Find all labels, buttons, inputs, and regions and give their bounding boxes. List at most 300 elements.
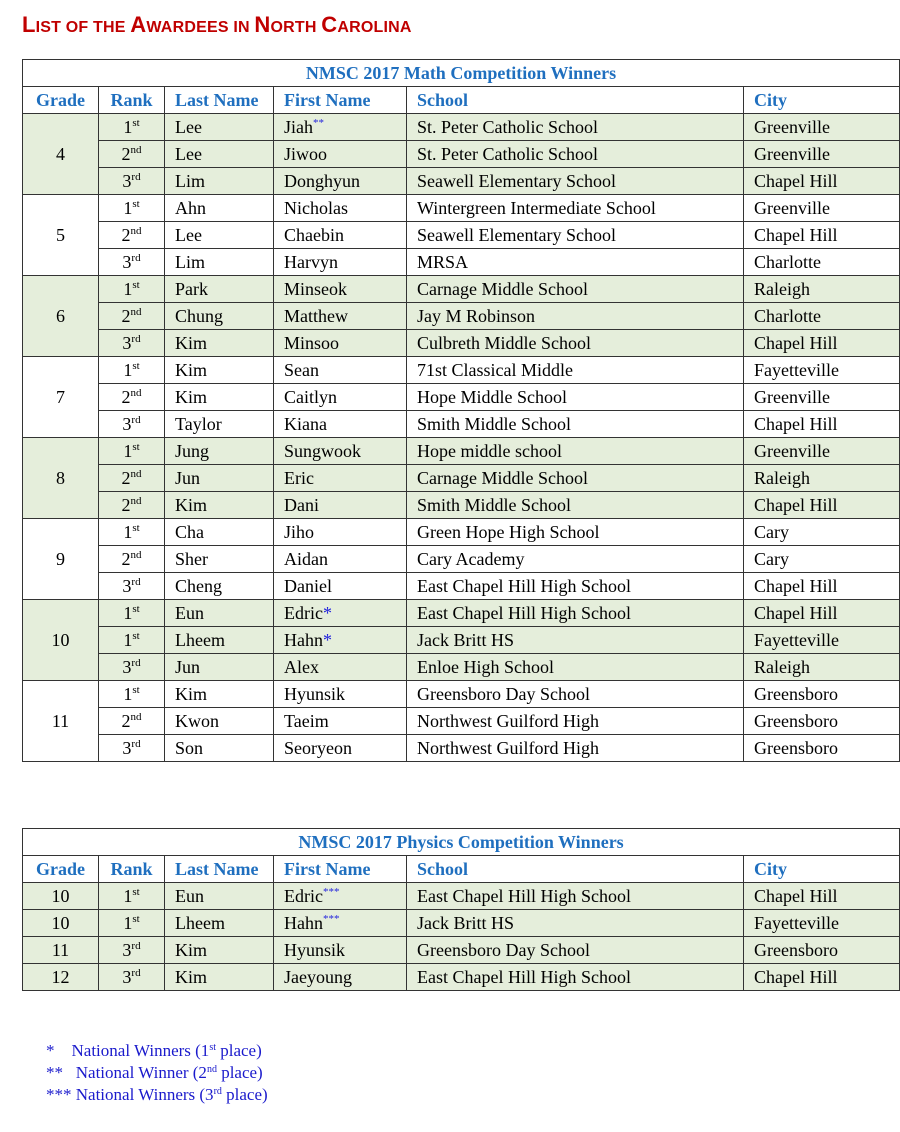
column-header: City bbox=[744, 87, 900, 114]
rank-number: 3 bbox=[122, 576, 132, 596]
column-header: City bbox=[744, 856, 900, 883]
rank-number: 3 bbox=[122, 657, 132, 677]
last-name-cell: Sher bbox=[165, 546, 274, 573]
first-name: Seoryeon bbox=[284, 738, 352, 758]
grade-cell: 10 bbox=[23, 600, 99, 681]
rank-suffix: nd bbox=[130, 306, 142, 318]
table-row bbox=[23, 964, 900, 991]
table-row bbox=[23, 708, 900, 735]
city-cell: Cary bbox=[744, 519, 900, 546]
rank-cell bbox=[99, 883, 165, 910]
school-cell: Seawell Elementary School bbox=[407, 168, 744, 195]
table-row bbox=[23, 357, 900, 384]
rank-number: 1 bbox=[123, 886, 133, 906]
first-name: Hyunsik bbox=[284, 684, 346, 704]
legend-text: * National Winners (1 bbox=[46, 1041, 210, 1060]
rank-suffix: nd bbox=[130, 495, 142, 507]
award-marker: *** bbox=[322, 886, 340, 898]
school-cell: Wintergreen Intermediate School bbox=[407, 195, 744, 222]
city-cell: Raleigh bbox=[744, 276, 900, 303]
city-cell: Charlotte bbox=[744, 303, 900, 330]
school-cell: Seawell Elementary School bbox=[407, 222, 744, 249]
first-name: Jiwoo bbox=[284, 144, 328, 164]
grade-cell: 12 bbox=[23, 964, 99, 991]
rank-cell bbox=[99, 195, 165, 222]
last-name-cell: Jun bbox=[165, 465, 274, 492]
city-cell: Cary bbox=[744, 546, 900, 573]
first-name-cell bbox=[274, 438, 407, 465]
last-name-cell: Park bbox=[165, 276, 274, 303]
first-name-cell bbox=[274, 964, 407, 991]
rank-cell bbox=[99, 708, 165, 735]
rank-number: 1 bbox=[123, 441, 133, 461]
column-header: Rank bbox=[99, 87, 165, 114]
rank-number: 1 bbox=[123, 913, 133, 933]
rank-cell bbox=[99, 964, 165, 991]
legend-text-end: place) bbox=[221, 1085, 268, 1104]
first-name-cell bbox=[274, 222, 407, 249]
rank-cell bbox=[99, 654, 165, 681]
table-row bbox=[23, 937, 900, 964]
first-name-cell bbox=[274, 937, 407, 964]
last-name-cell: Lheem bbox=[165, 627, 274, 654]
table-row bbox=[23, 195, 900, 222]
city-cell: Fayetteville bbox=[744, 627, 900, 654]
grade-cell: 4 bbox=[23, 114, 99, 195]
rank-number: 3 bbox=[122, 414, 132, 434]
rank-suffix: st bbox=[132, 886, 140, 898]
last-name-cell: Kim bbox=[165, 964, 274, 991]
rank-suffix: nd bbox=[130, 468, 142, 480]
rank-cell bbox=[99, 438, 165, 465]
legend-text: ** National Winner (2 bbox=[46, 1063, 207, 1082]
school-cell: East Chapel Hill High School bbox=[407, 883, 744, 910]
physics-winners-table bbox=[22, 828, 900, 991]
school-cell: 71st Classical Middle bbox=[407, 357, 744, 384]
first-name-cell bbox=[274, 573, 407, 600]
last-name-cell: Kim bbox=[165, 492, 274, 519]
first-name: Sean bbox=[284, 360, 319, 380]
rank-cell bbox=[99, 168, 165, 195]
city-cell: Greenville bbox=[744, 438, 900, 465]
rank-cell bbox=[99, 249, 165, 276]
city-cell: Chapel Hill bbox=[744, 222, 900, 249]
first-name-cell bbox=[274, 519, 407, 546]
first-name-cell bbox=[274, 114, 407, 141]
first-name: Sungwook bbox=[284, 441, 362, 461]
first-name: Jiah bbox=[284, 117, 313, 137]
grade-cell: 9 bbox=[23, 519, 99, 600]
table-row bbox=[23, 465, 900, 492]
award-marker: ** bbox=[313, 117, 324, 129]
table-row bbox=[23, 330, 900, 357]
table-row bbox=[23, 249, 900, 276]
first-name: Eric bbox=[284, 468, 314, 488]
first-name-cell bbox=[274, 627, 407, 654]
school-cell: Northwest Guilford High bbox=[407, 735, 744, 762]
last-name-cell: Son bbox=[165, 735, 274, 762]
first-name-cell bbox=[274, 735, 407, 762]
rank-suffix: nd bbox=[130, 225, 142, 237]
rank-suffix: rd bbox=[131, 252, 141, 264]
rank-number: 2 bbox=[121, 468, 131, 488]
first-name: Taeim bbox=[284, 711, 329, 731]
rank-suffix: nd bbox=[130, 549, 142, 561]
last-name-cell: Kim bbox=[165, 937, 274, 964]
rank-number: 1 bbox=[123, 522, 133, 542]
table-row bbox=[23, 910, 900, 937]
rank-suffix: st bbox=[132, 279, 140, 291]
school-cell: Greensboro Day School bbox=[407, 681, 744, 708]
rank-number: 1 bbox=[123, 360, 133, 380]
rank-cell bbox=[99, 573, 165, 600]
last-name-cell: Eun bbox=[165, 883, 274, 910]
rank-cell bbox=[99, 303, 165, 330]
first-name-cell bbox=[274, 357, 407, 384]
school-cell: St. Peter Catholic School bbox=[407, 114, 744, 141]
first-name: Chaebin bbox=[284, 225, 344, 245]
last-name-cell: Taylor bbox=[165, 411, 274, 438]
first-name-cell bbox=[274, 168, 407, 195]
legend bbox=[46, 1040, 268, 1106]
table-header-row bbox=[23, 87, 900, 114]
table-row bbox=[23, 168, 900, 195]
legend-item bbox=[46, 1040, 268, 1062]
city-cell: Fayetteville bbox=[744, 357, 900, 384]
school-cell: Northwest Guilford High bbox=[407, 708, 744, 735]
table-row bbox=[23, 735, 900, 762]
rank-number: 2 bbox=[121, 387, 131, 407]
first-name-cell bbox=[274, 141, 407, 168]
table-row bbox=[23, 438, 900, 465]
first-name-cell bbox=[274, 276, 407, 303]
last-name-cell: Cheng bbox=[165, 573, 274, 600]
last-name-cell: Jun bbox=[165, 654, 274, 681]
legend-item bbox=[46, 1084, 268, 1106]
first-name: Edric bbox=[284, 603, 323, 623]
rank-cell bbox=[99, 465, 165, 492]
grade-cell: 10 bbox=[23, 910, 99, 937]
table-row bbox=[23, 600, 900, 627]
legend-suffix: rd bbox=[213, 1086, 222, 1097]
rank-number: 3 bbox=[122, 940, 132, 960]
last-name-cell: Cha bbox=[165, 519, 274, 546]
last-name-cell: Ahn bbox=[165, 195, 274, 222]
first-name-cell bbox=[274, 654, 407, 681]
math-winners-table bbox=[22, 59, 900, 762]
last-name-cell: Lee bbox=[165, 222, 274, 249]
rank-number: 2 bbox=[121, 495, 131, 515]
table-row bbox=[23, 276, 900, 303]
first-name-cell bbox=[274, 384, 407, 411]
first-name: Aidan bbox=[284, 549, 328, 569]
city-cell: Chapel Hill bbox=[744, 411, 900, 438]
last-name-cell: Kim bbox=[165, 357, 274, 384]
school-cell: Carnage Middle School bbox=[407, 276, 744, 303]
school-cell: Jack Britt HS bbox=[407, 627, 744, 654]
city-cell: Greensboro bbox=[744, 735, 900, 762]
first-name: Matthew bbox=[284, 306, 348, 326]
rank-cell bbox=[99, 627, 165, 654]
rank-suffix: st bbox=[132, 117, 140, 129]
table-row bbox=[23, 627, 900, 654]
first-name: Minseok bbox=[284, 279, 347, 299]
rank-cell bbox=[99, 492, 165, 519]
award-marker: *** bbox=[323, 913, 340, 925]
school-cell: St. Peter Catholic School bbox=[407, 141, 744, 168]
first-name: Hahn bbox=[284, 630, 323, 650]
rank-cell bbox=[99, 546, 165, 573]
grade-cell: 11 bbox=[23, 681, 99, 762]
first-name-cell bbox=[274, 330, 407, 357]
first-name: Minsoo bbox=[284, 333, 340, 353]
rank-cell bbox=[99, 600, 165, 627]
grade-cell: 6 bbox=[23, 276, 99, 357]
city-cell: Greensboro bbox=[744, 937, 900, 964]
school-cell: Enloe High School bbox=[407, 654, 744, 681]
city-cell: Chapel Hill bbox=[744, 573, 900, 600]
rank-suffix: st bbox=[132, 603, 140, 615]
rank-suffix: st bbox=[132, 630, 140, 642]
legend-text: *** National Winners (3 bbox=[46, 1085, 214, 1104]
first-name-cell bbox=[274, 681, 407, 708]
last-name-cell: Kim bbox=[165, 330, 274, 357]
rank-number: 2 bbox=[121, 711, 131, 731]
city-cell: Charlotte bbox=[744, 249, 900, 276]
city-cell: Greenville bbox=[744, 384, 900, 411]
first-name: Hyunsik bbox=[284, 940, 346, 960]
page-title: LIST OF THE AWARDEES IN NORTH CAROLINA bbox=[22, 12, 412, 37]
rank-suffix: st bbox=[132, 441, 140, 453]
city-cell: Chapel Hill bbox=[744, 964, 900, 991]
rank-number: 2 bbox=[121, 225, 131, 245]
table-row bbox=[23, 411, 900, 438]
column-header: Last Name bbox=[165, 87, 274, 114]
table-row bbox=[23, 492, 900, 519]
school-cell: Hope Middle School bbox=[407, 384, 744, 411]
table-caption: NMSC 2017 Physics Competition Winners bbox=[23, 829, 900, 856]
legend-text-end: place) bbox=[216, 1063, 263, 1082]
first-name-cell bbox=[274, 883, 407, 910]
rank-number: 3 bbox=[122, 171, 132, 191]
grade-cell: 11 bbox=[23, 937, 99, 964]
rank-number: 2 bbox=[121, 549, 131, 569]
rank-number: 3 bbox=[122, 333, 132, 353]
last-name-cell: Kim bbox=[165, 681, 274, 708]
first-name: Hahn bbox=[284, 913, 323, 933]
table-row bbox=[23, 883, 900, 910]
rank-cell bbox=[99, 519, 165, 546]
school-cell: Smith Middle School bbox=[407, 411, 744, 438]
first-name-cell bbox=[274, 546, 407, 573]
column-header: Rank bbox=[99, 856, 165, 883]
last-name-cell: Chung bbox=[165, 303, 274, 330]
last-name-cell: Lheem bbox=[165, 910, 274, 937]
first-name: Daniel bbox=[284, 576, 332, 596]
rank-cell bbox=[99, 222, 165, 249]
table-caption-row bbox=[23, 829, 900, 856]
rank-cell bbox=[99, 735, 165, 762]
first-name: Kiana bbox=[284, 414, 327, 434]
first-name-cell bbox=[274, 465, 407, 492]
city-cell: Greensboro bbox=[744, 708, 900, 735]
first-name: Harvyn bbox=[284, 252, 338, 272]
last-name-cell: Eun bbox=[165, 600, 274, 627]
rank-cell bbox=[99, 937, 165, 964]
last-name-cell: Kwon bbox=[165, 708, 274, 735]
last-name-cell: Lee bbox=[165, 141, 274, 168]
rank-suffix: st bbox=[132, 684, 140, 696]
grade-cell: 7 bbox=[23, 357, 99, 438]
rank-cell bbox=[99, 681, 165, 708]
rank-suffix: nd bbox=[130, 387, 142, 399]
table-header-row bbox=[23, 856, 900, 883]
first-name: Jaeyoung bbox=[284, 967, 352, 987]
table-row bbox=[23, 546, 900, 573]
first-name-cell bbox=[274, 708, 407, 735]
rank-suffix: rd bbox=[131, 967, 141, 979]
first-name-cell bbox=[274, 492, 407, 519]
rank-suffix: rd bbox=[131, 738, 141, 750]
rank-cell bbox=[99, 114, 165, 141]
school-cell: Jay M Robinson bbox=[407, 303, 744, 330]
school-cell: MRSA bbox=[407, 249, 744, 276]
column-header: School bbox=[407, 87, 744, 114]
rank-number: 1 bbox=[123, 198, 133, 218]
rank-cell bbox=[99, 910, 165, 937]
grade-cell: 10 bbox=[23, 883, 99, 910]
school-cell: Jack Britt HS bbox=[407, 910, 744, 937]
rank-suffix: rd bbox=[131, 171, 141, 183]
school-cell: Green Hope High School bbox=[407, 519, 744, 546]
city-cell: Chapel Hill bbox=[744, 883, 900, 910]
first-name-cell bbox=[274, 910, 407, 937]
school-cell: Culbreth Middle School bbox=[407, 330, 744, 357]
first-name-cell bbox=[274, 249, 407, 276]
rank-number: 3 bbox=[122, 967, 132, 987]
first-name: Dani bbox=[284, 495, 319, 515]
rank-cell bbox=[99, 384, 165, 411]
last-name-cell: Jung bbox=[165, 438, 274, 465]
city-cell: Greenville bbox=[744, 114, 900, 141]
rank-number: 3 bbox=[122, 738, 132, 758]
first-name-cell bbox=[274, 303, 407, 330]
rank-cell bbox=[99, 411, 165, 438]
table-row bbox=[23, 654, 900, 681]
rank-number: 3 bbox=[122, 252, 132, 272]
rank-suffix: st bbox=[132, 360, 140, 372]
first-name: Jiho bbox=[284, 522, 315, 542]
rank-cell bbox=[99, 330, 165, 357]
table-row bbox=[23, 573, 900, 600]
city-cell: Fayetteville bbox=[744, 910, 900, 937]
city-cell: Greenville bbox=[744, 195, 900, 222]
rank-number: 1 bbox=[123, 684, 133, 704]
school-cell: Hope middle school bbox=[407, 438, 744, 465]
school-cell: East Chapel Hill High School bbox=[407, 600, 744, 627]
rank-suffix: nd bbox=[130, 711, 142, 723]
legend-item bbox=[46, 1062, 268, 1084]
school-cell: East Chapel Hill High School bbox=[407, 964, 744, 991]
rank-suffix: st bbox=[132, 913, 140, 925]
legend-suffix: st bbox=[209, 1042, 216, 1053]
rank-suffix: rd bbox=[131, 657, 141, 669]
grade-cell: 5 bbox=[23, 195, 99, 276]
legend-suffix: nd bbox=[206, 1064, 217, 1075]
first-name: Donghyun bbox=[284, 171, 360, 191]
grade-cell: 8 bbox=[23, 438, 99, 519]
rank-suffix: nd bbox=[130, 144, 142, 156]
column-header: School bbox=[407, 856, 744, 883]
rank-suffix: st bbox=[132, 522, 140, 534]
city-cell: Chapel Hill bbox=[744, 492, 900, 519]
legend-text-end: place) bbox=[215, 1041, 262, 1060]
rank-number: 2 bbox=[121, 144, 131, 164]
city-cell: Chapel Hill bbox=[744, 330, 900, 357]
rank-suffix: st bbox=[132, 198, 140, 210]
school-cell: Carnage Middle School bbox=[407, 465, 744, 492]
city-cell: Raleigh bbox=[744, 465, 900, 492]
table-row bbox=[23, 114, 900, 141]
table-row bbox=[23, 384, 900, 411]
table-row bbox=[23, 303, 900, 330]
rank-cell bbox=[99, 276, 165, 303]
city-cell: Chapel Hill bbox=[744, 600, 900, 627]
school-cell: East Chapel Hill High School bbox=[407, 573, 744, 600]
school-cell: Cary Academy bbox=[407, 546, 744, 573]
rank-suffix: rd bbox=[131, 414, 141, 426]
rank-suffix: rd bbox=[131, 940, 141, 952]
column-header: First Name bbox=[274, 856, 407, 883]
first-name-cell bbox=[274, 195, 407, 222]
table-row bbox=[23, 681, 900, 708]
last-name-cell: Lim bbox=[165, 168, 274, 195]
rank-number: 1 bbox=[123, 279, 133, 299]
table-row bbox=[23, 222, 900, 249]
award-marker: * bbox=[322, 603, 332, 623]
table-row bbox=[23, 519, 900, 546]
school-cell: Greensboro Day School bbox=[407, 937, 744, 964]
first-name: Caitlyn bbox=[284, 387, 337, 407]
rank-number: 1 bbox=[123, 603, 133, 623]
rank-cell bbox=[99, 141, 165, 168]
rank-number: 2 bbox=[121, 306, 131, 326]
rank-suffix: rd bbox=[131, 576, 141, 588]
column-header: Last Name bbox=[165, 856, 274, 883]
last-name-cell: Kim bbox=[165, 384, 274, 411]
city-cell: Greensboro bbox=[744, 681, 900, 708]
table-row bbox=[23, 141, 900, 168]
rank-number: 1 bbox=[123, 630, 133, 650]
school-cell: Smith Middle School bbox=[407, 492, 744, 519]
first-name: Edric bbox=[284, 886, 323, 906]
column-header: Grade bbox=[23, 856, 99, 883]
rank-suffix: rd bbox=[131, 333, 141, 345]
table-caption-row bbox=[23, 60, 900, 87]
column-header: First Name bbox=[274, 87, 407, 114]
last-name-cell: Lim bbox=[165, 249, 274, 276]
first-name-cell bbox=[274, 411, 407, 438]
city-cell: Chapel Hill bbox=[744, 168, 900, 195]
award-marker: * bbox=[323, 630, 332, 650]
first-name-cell bbox=[274, 600, 407, 627]
first-name: Alex bbox=[284, 657, 319, 677]
city-cell: Greenville bbox=[744, 141, 900, 168]
first-name: Nicholas bbox=[284, 198, 348, 218]
city-cell: Raleigh bbox=[744, 654, 900, 681]
rank-cell bbox=[99, 357, 165, 384]
rank-number: 1 bbox=[123, 117, 133, 137]
